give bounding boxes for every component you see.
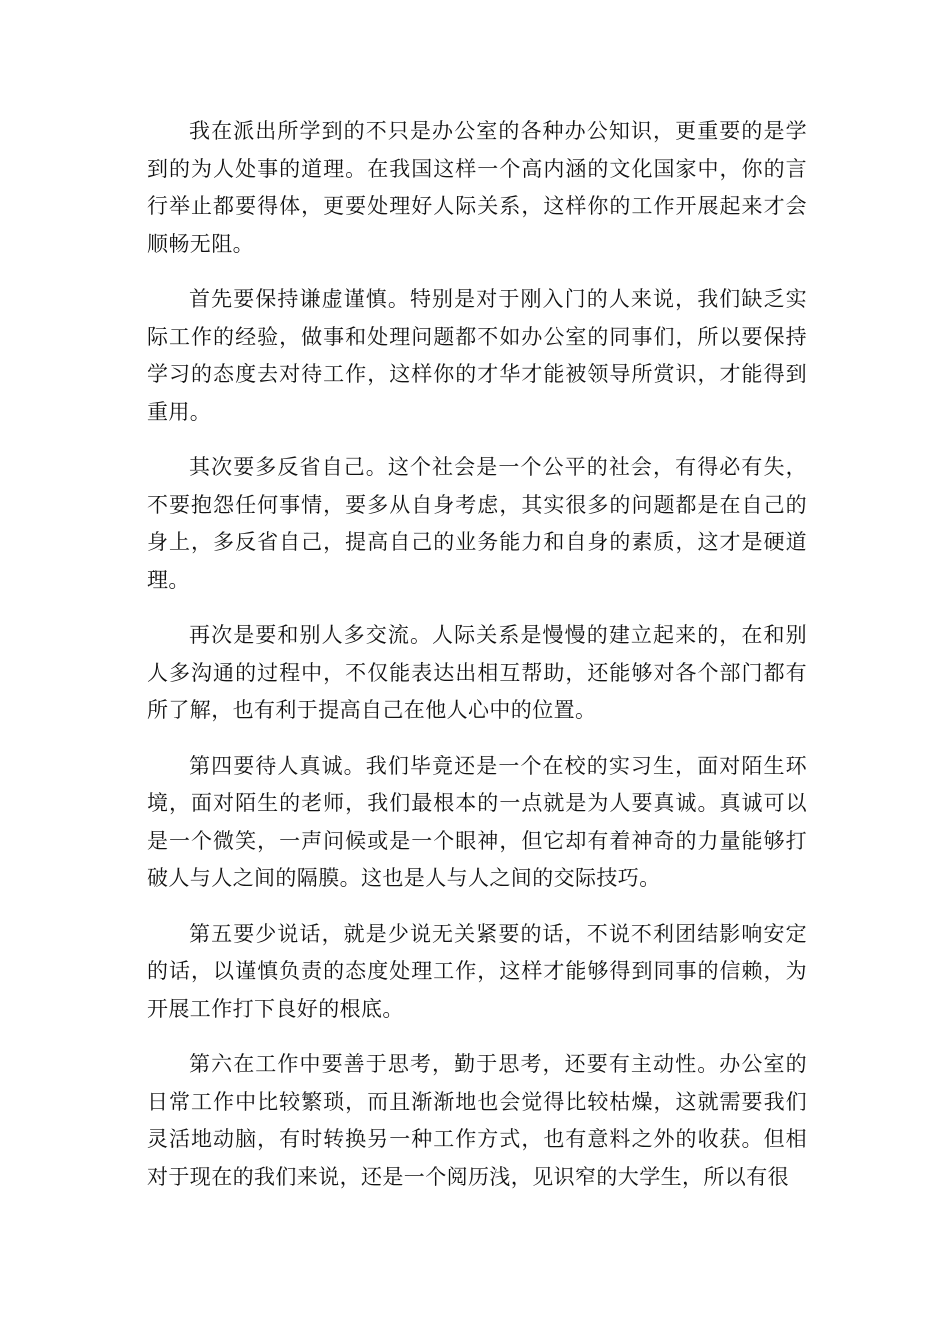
paragraph-learning: 我在派出所学到的不只是办公室的各种办公知识，更重要的是学到的为人处事的道理。在我国这样一个高内涵的文化国家中，你的言行举止都要得体，更要处理好人际关系，这样你的工作开展起来才会顺畅无阻。 — [147, 119, 807, 256]
document-body — [147, 113, 807, 1214]
paragraph-reflect: 其次要多反省自己。这个社会是一个公平的社会，有得必有失，不要抱怨任何事情，要多从自身考虑，其实很多的问题都是在自己的身上，多反省自己，提高自己的业务能力和自身的素质，这才是硬道理。 — [147, 455, 807, 592]
paragraph-think: 第六在工作中要善于思考，勤于思考，还要有主动性。办公室的日常工作中比较繁琐，而且渐渐地也会觉得比较枯燥，这就需要我们灵活地动脑，有时转换另一种工作方式，也有意料之外的收获。但相对于现在的我们来说，还是一个阅历浅，见识窄的大学生，所以有很 — [147, 1052, 807, 1189]
paragraph-communicate: 再次是要和别人多交流。人际关系是慢慢的建立起来的，在和别人多沟通的过程中，不仅能表达出相互帮助，还能够对各个部门都有所了解，也有利于提高自己在他人心中的位置。 — [147, 623, 807, 722]
paragraph-humble: 首先要保持谦虚谨慎。特别是对于刚入门的人来说，我们缺乏实际工作的经验，做事和处理问题都不如办公室的同事们，所以要保持学习的态度去对待工作，这样你的才华才能被领导所赏识，才能得到重用。 — [147, 287, 807, 424]
paragraph-sincere: 第四要待人真诚。我们毕竟还是一个在校的实习生，面对陌生环境，面对陌生的老师，我们最根本的一点就是为人要真诚。真诚可以是一个微笑，一声问候或是一个眼神，但它却有着神奇的力量能够打破人与人之间的隔膜。这也是人与人之间的交际技巧。 — [147, 753, 807, 890]
paragraph-speak-less: 第五要少说话，就是少说无关紧要的话，不说不利团结影响安定的话，以谨慎负责的态度处理工作，这样才能够得到同事的信赖，为开展工作打下良好的根底。 — [147, 921, 807, 1021]
